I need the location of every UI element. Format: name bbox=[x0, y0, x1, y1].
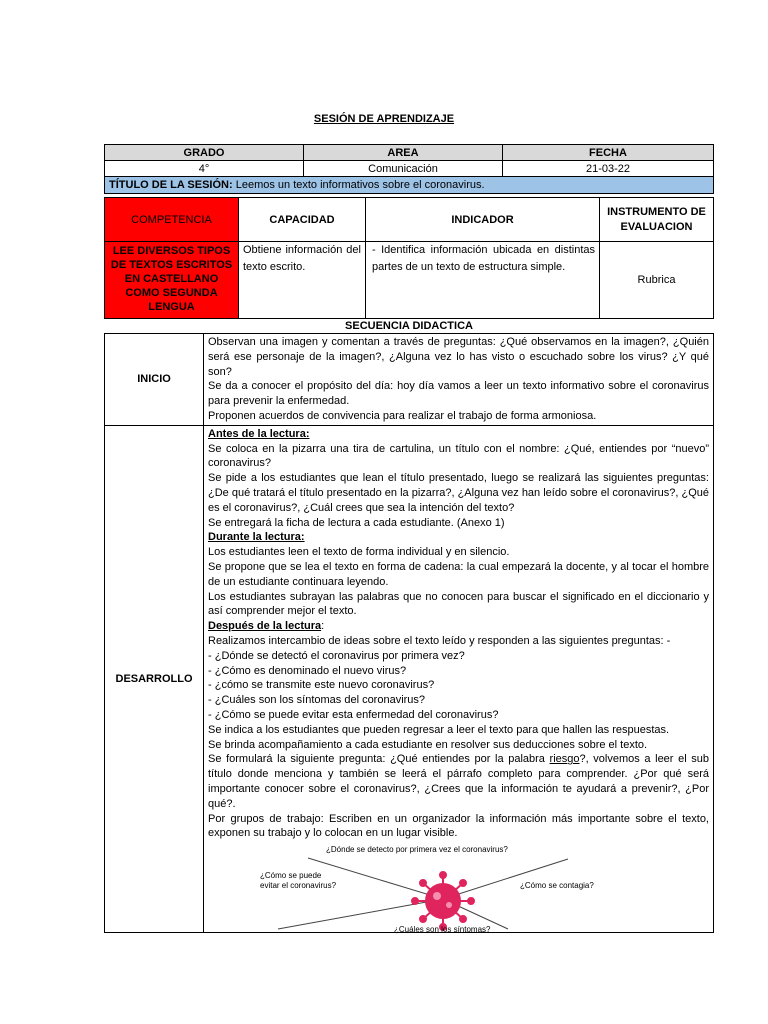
value-grado: 4° bbox=[105, 161, 304, 177]
competencia-value: LEE DIVERSOS TIPOS DE TEXTOS ESCRITOS EN CASTELLANO COMO SEGUNDA LENGUA bbox=[105, 242, 239, 319]
session-title-cell bbox=[105, 177, 714, 194]
question-item: - ¿cómo se transmite este nuevo coronavirus? bbox=[208, 679, 435, 692]
inicio-content bbox=[204, 334, 714, 426]
durante-paragraph: Los estudiantes subrayan las palabras que no conocen para buscar el significado en el diccionario y así comprender mejor el texto. bbox=[208, 590, 709, 618]
value-fecha: 21-03-22 bbox=[503, 161, 714, 177]
diagram-label-left bbox=[260, 871, 336, 891]
header-area: AREA bbox=[304, 145, 503, 161]
header-grado: GRADO bbox=[105, 145, 304, 161]
formulate-pre: Se formulará la siguiente pregunta: ¿Qué entiendes por la palabra bbox=[208, 753, 550, 766]
question-item: - ¿Cómo se puede evitar esta enfermedad del coronavirus? bbox=[208, 708, 499, 721]
value-area: Comunicación bbox=[304, 161, 503, 177]
inicio-label: INICIO bbox=[105, 334, 204, 426]
info-table bbox=[104, 144, 714, 194]
diagram-label-left-line: ¿Cómo se puede bbox=[260, 871, 322, 881]
antes-paragraph: Se entregará la ficha de lectura a cada estudiante. (Anexo 1) bbox=[208, 516, 505, 529]
diagram-label-bottom: ¿Cuáles son los síntomas? bbox=[394, 925, 491, 935]
header-capacidad: CAPACIDAD bbox=[239, 198, 366, 242]
capacidad-value: Obtiene información del texto escrito. bbox=[239, 242, 366, 319]
question-item: - ¿Cuáles son los síntomas del coronavirus? bbox=[208, 694, 426, 707]
antes-heading: Antes de la lectura: bbox=[208, 427, 310, 440]
header-indicador: INDICADOR bbox=[366, 198, 600, 242]
diagram-label-right: ¿Cómo se contagia? bbox=[520, 881, 594, 891]
sequence-table bbox=[104, 333, 714, 933]
header-fecha: FECHA bbox=[503, 145, 714, 161]
indicador-value: - Identifica información ubicada en distintas partes de un texto de estructura simple. bbox=[366, 242, 600, 319]
formulate-word: riesgo bbox=[549, 753, 580, 766]
despues-intro: Realizamos intercambio de ideas sobre el texto leído y responden a las siguientes preguntas: - bbox=[208, 634, 671, 647]
question-item: - ¿Cómo es denominado el nuevo virus? bbox=[208, 664, 407, 677]
session-title-label: TÍTULO DE LA SESIÓN: bbox=[109, 179, 233, 191]
page-title: SESIÓN DE APRENDIZAJE bbox=[313, 113, 455, 125]
diagram-label-top: ¿Dónde se detecto por primera vez el coronavirus? bbox=[326, 845, 508, 855]
inicio-paragraph: Se da a conocer el propósito del día: hoy día vamos a leer un texto informativo sobre el coronavirus para prevenir la enfermedad. bbox=[208, 380, 709, 408]
despues-heading bbox=[208, 619, 709, 634]
antes-paragraph: Se pide a los estudiantes que lean el título presentado, luego se realizará las siguientes preguntas: ¿De qué tratará el título presentado en la pizarra?, ¿Alguna vez han leído sobre el coronavirus?, ¿Qué es el coronavirus?, ¿Cuál crees que sea la intención del texto? bbox=[208, 472, 709, 514]
instrumento-value: Rubrica bbox=[600, 242, 714, 319]
durante-paragraph: Se propone que se lea el texto en forma de cadena: la cual empezará la docente, y al tocar el hombre de un estudiante continuara leyendo. bbox=[208, 560, 709, 588]
after-paragraph: Se indica a los estudiantes que pueden regresar a leer el texto para que hallen las respuestas. bbox=[208, 723, 670, 736]
desarrollo-content bbox=[204, 425, 714, 935]
groups-paragraph: Por grupos de trabajo: Escriben en un organizador la información más importante sobre el texto, exponen su trabajo y lo colocan en un lugar visible. bbox=[208, 812, 709, 840]
inicio-paragraph: Observan una imagen y comentan a través de preguntas: ¿Qué observamos en la imagen?, ¿Quién será ese personaje de la imagen?, ¿Alguna vez lo has visto o escuchado sobre los virus? ¿Y qué son? bbox=[208, 336, 709, 378]
session-title: Leemos un texto informativos sobre el coronavirus. bbox=[232, 179, 485, 191]
formulate-paragraph bbox=[208, 752, 709, 811]
despues-heading-colon: : bbox=[321, 620, 325, 633]
header-competencia: COMPETENCIA bbox=[105, 198, 239, 242]
durante-heading: Durante la lectura: bbox=[208, 531, 305, 544]
coronavirus-icon bbox=[403, 871, 483, 931]
header-instrumento: INSTRUMENTO DE EVALUACION bbox=[600, 198, 714, 242]
competency-table bbox=[104, 197, 714, 319]
desarrollo-label: DESARROLLO bbox=[105, 425, 204, 932]
after-paragraph: Se brinda acompañamiento a cada estudiante en resolver sus deducciones sobre el texto. bbox=[208, 738, 648, 751]
organizer-diagram bbox=[208, 841, 709, 935]
question-item: - ¿Dónde se detectó el coronavirus por primera vez? bbox=[208, 649, 465, 662]
durante-paragraph: Los estudiantes leen el texto de forma individual y en silencio. bbox=[208, 546, 510, 559]
formulate-post: ?, volvemos a leer el sub título donde menciona y también se leerá el párrafo completo para comprender. ¿Por qué será importante conocer sobre el coronavirus?, ¿Crees que la información te ayudará a prevenir?, ¿Por qué?. bbox=[208, 753, 709, 810]
despues-heading-text: Después de la lectura bbox=[208, 620, 322, 633]
sequence-title: SECUENCIA DIDACTICA bbox=[345, 320, 473, 332]
antes-paragraph: Se coloca en la pizarra una tira de cartulina, un título con el nombre: ¿Qué, entiendes por “nuevo” coronavirus? bbox=[208, 442, 709, 470]
inicio-paragraph: Proponen acuerdos de convivencia para realizar el trabajo de forma armoniosa. bbox=[208, 409, 597, 422]
diagram-label-left-line: evitar el coronavirus? bbox=[260, 881, 337, 891]
